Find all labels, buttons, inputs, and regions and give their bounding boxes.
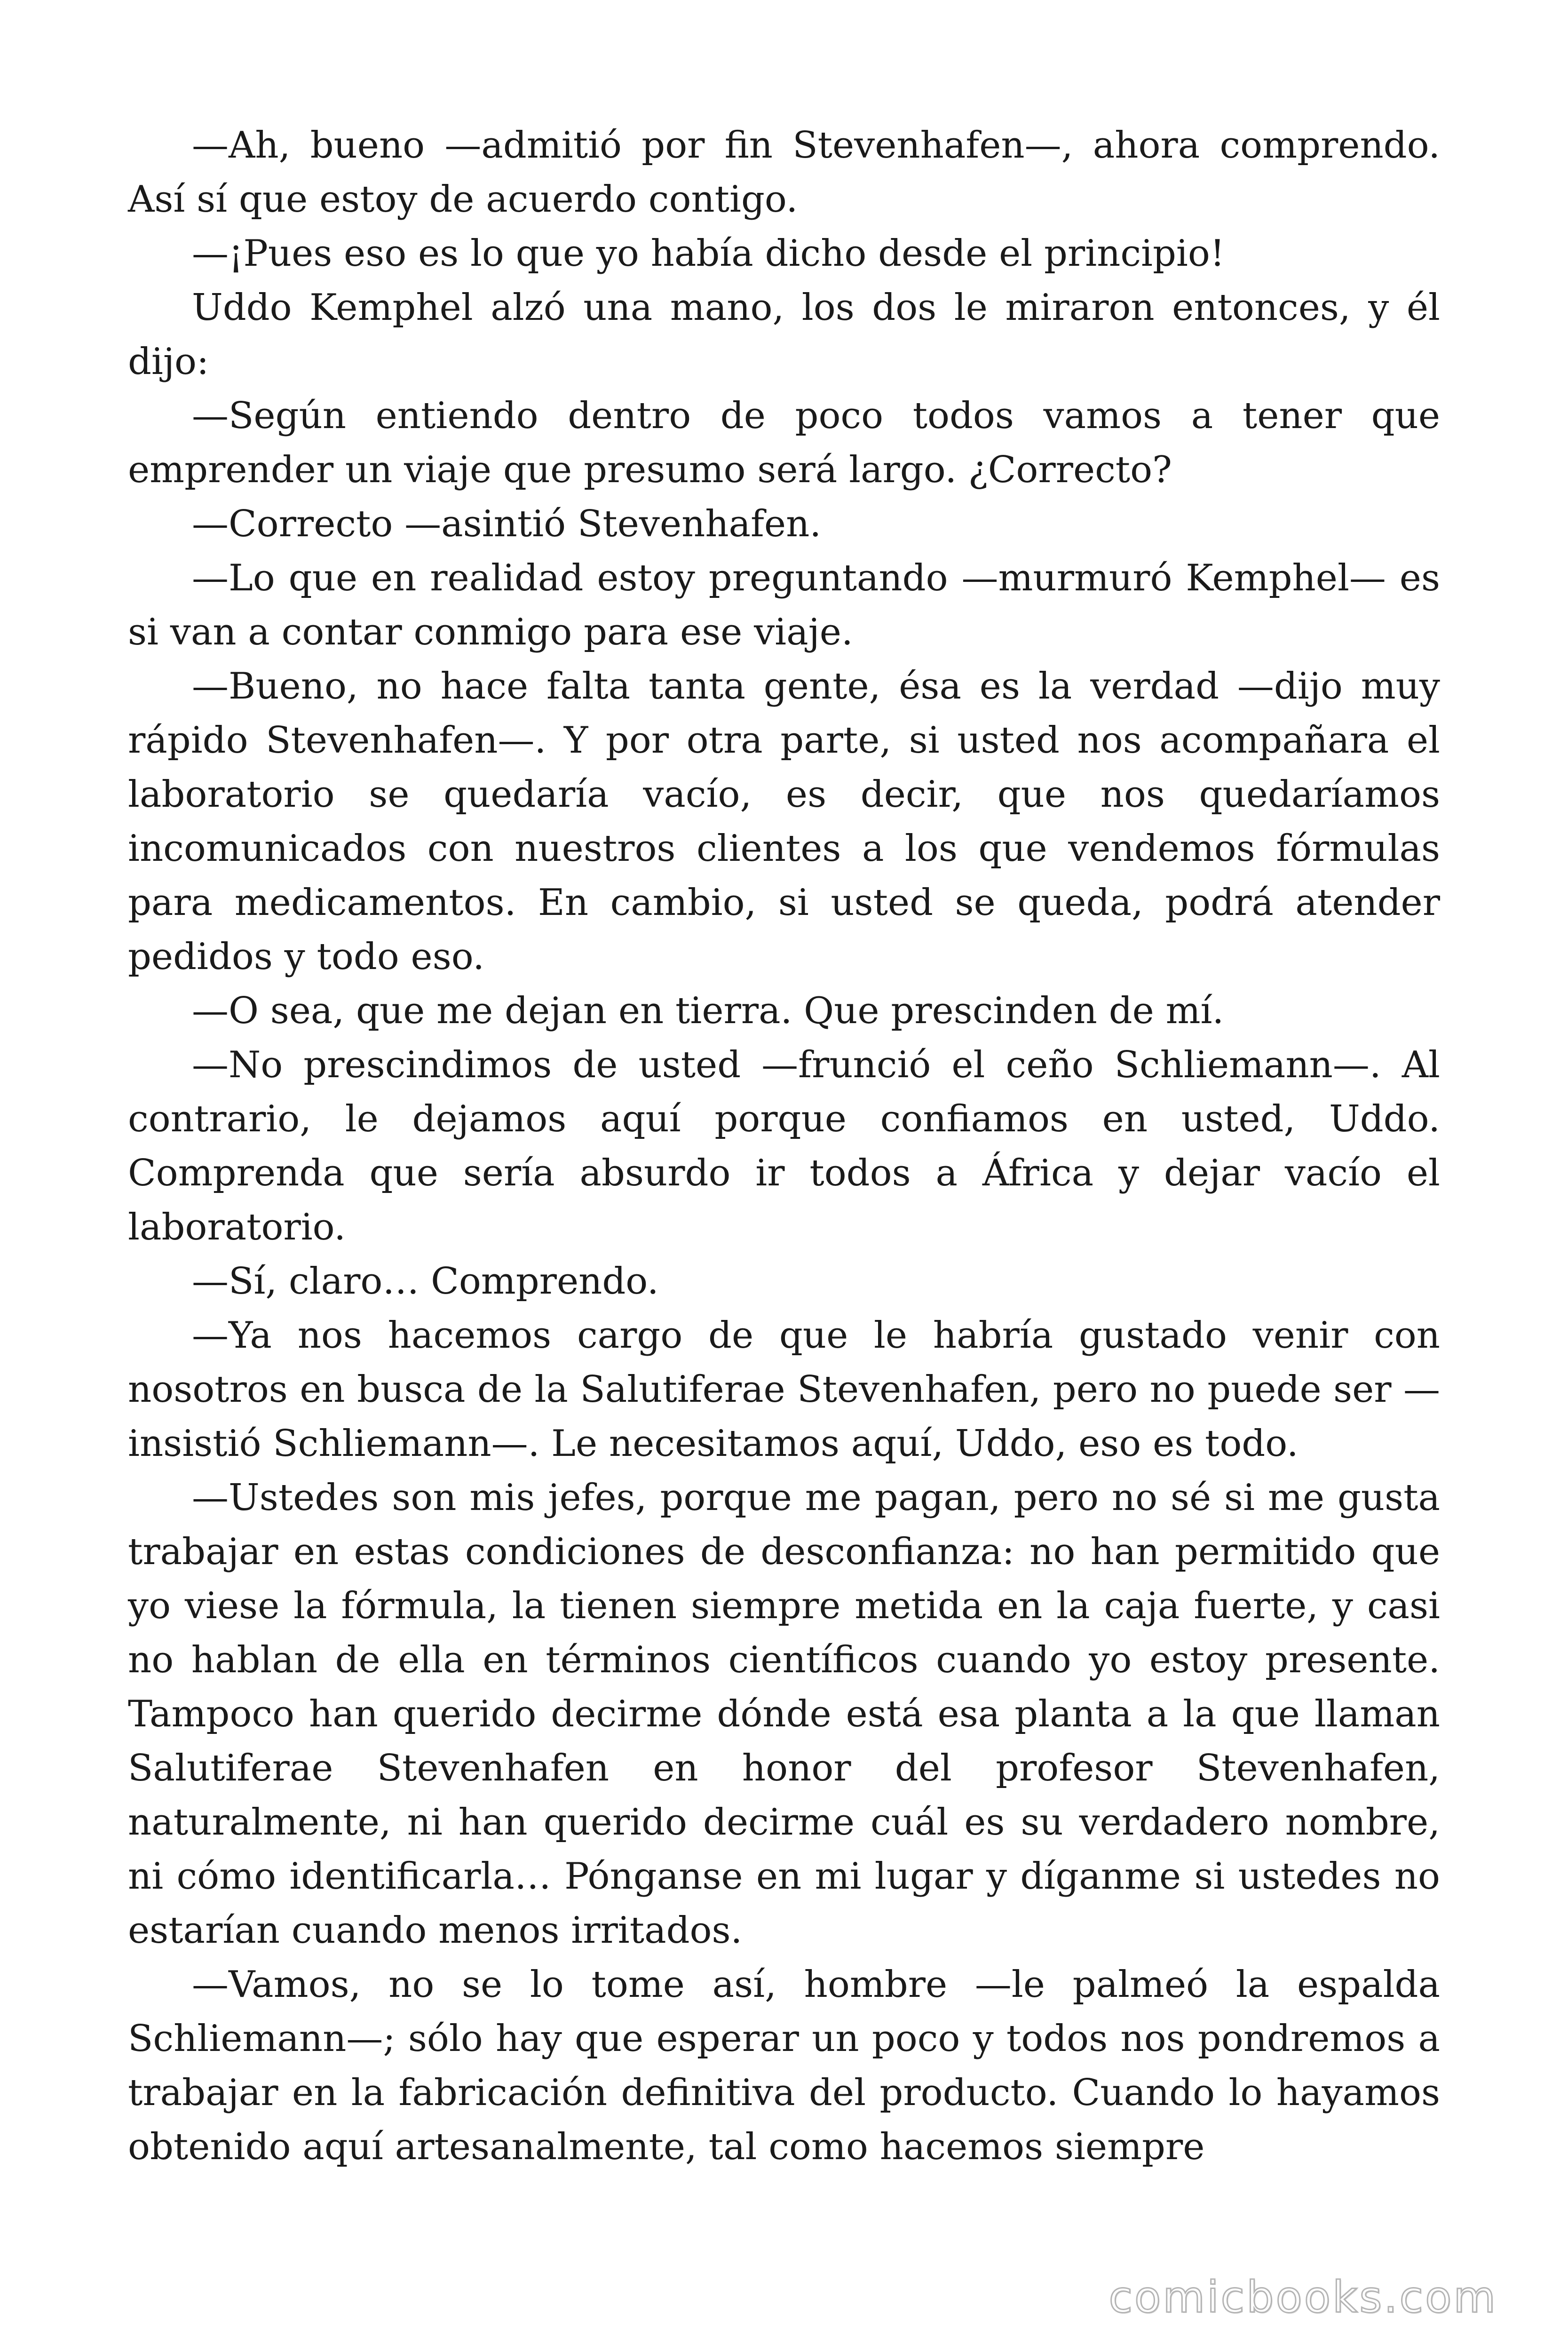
paragraph: —Bueno, no hace falta tanta gente, ésa es la verdad —dijo muy rápido Stevenhafen—. Y por otra parte, si usted nos acompañara el laboratorio se quedaría vacío, es decir, que nos quedaríamos incomunicados con nuestros clientes a los que vendemos fórmulas para medicamentos. En cambio, si usted se queda, podrá atender pedidos y todo eso. [128, 665, 1440, 978]
paragraph: —Sí, claro… Comprendo. [192, 1260, 659, 1303]
paragraph: —Ah, bueno —admitió por fin Stevenhafen—, ahora comprendo. Así sí que estoy de acuerdo contigo. [128, 124, 1440, 221]
paragraph: Uddo Kemphel alzó una mano, los dos le miraron entonces, y él dijo: [128, 286, 1440, 383]
paragraph: —Ya nos hacemos cargo de que le habría gustado venir con nosotros en busca de la Salutiferae Stevenhafen, pero no puede ser —insistió Schliemann—. Le necesitamos aquí, Uddo, eso es todo. [128, 1314, 1440, 1465]
paragraph: —Lo que en realidad estoy preguntando —murmuró Kemphel— es si van a contar conmigo para ese viaje. [128, 557, 1440, 653]
paragraph: —O sea, que me dejan en tierra. Que prescinden de mí. [192, 990, 1224, 1032]
page-body-text [128, 119, 1440, 2174]
paragraph: —Según entiendo dentro de poco todos vamos a tener que emprender un viaje que presumo será largo. ¿Correcto? [128, 395, 1440, 491]
paragraph: —¡Pues eso es lo que yo había dicho desde el principio! [192, 232, 1225, 275]
paragraph: —Ustedes son mis jefes, porque me pagan, pero no sé si me gusta trabajar en estas condiciones de desconfianza: no han permitido que yo viese la fórmula, la tienen siempre metida en la caja fuerte, y casi no hablan de ella en términos científicos cuando yo estoy presente. Tampoco han querido decirme dónde está esa planta a la que llaman Salutiferae Stevenhafen en honor del profesor Stevenhafen, naturalmente, ni han querido decirme cuál es su verdadero nombre, ni cómo identificarla… Pónganse en mi lugar y díganme si ustedes no estarían cuando menos irritados. [128, 1477, 1440, 1952]
watermark: comicbooks.com [1109, 2272, 1497, 2322]
paragraph: —No prescindimos de usted —frunció el ceño Schliemann—. Al contrario, le dejamos aquí porque confiamos en usted, Uddo. Comprenda que sería absurdo ir todos a África y dejar vacío el laboratorio. [128, 1044, 1440, 1248]
paragraph: —Correcto —asintió Stevenhafen. [192, 503, 822, 545]
paragraph: —Vamos, no se lo tome así, hombre —le palmeó la espalda Schliemann—; sólo hay que esperar un poco y todos nos pondremos a trabajar en la fabricación definitiva del producto. Cuando lo hayamos obtenido aquí artesanalmente, tal como hacemos siempre [128, 1963, 1440, 2168]
